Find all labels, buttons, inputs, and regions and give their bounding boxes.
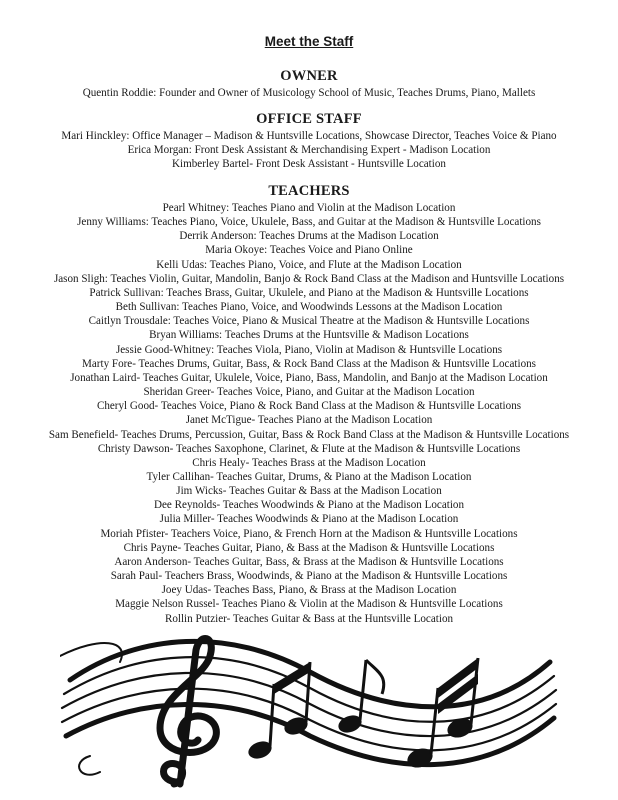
teacher-line: Aaron Anderson- Teaches Guitar, Bass, & Brass at the Madison & Huntsville Locations [114, 555, 504, 568]
teacher-line: Julia Miller- Teaches Woodwinds & Piano at the Madison Location [159, 513, 459, 526]
teacher-line: Caitlyn Trousdale: Teaches Voice, Piano & Musical Theatre at the Madison & Huntsville Locations [88, 315, 530, 328]
teachers-heading: TEACHERS [268, 183, 350, 199]
teacher-line: Jason Sligh: Teaches Violin, Guitar, Mandolin, Banjo & Rock Band Class at the Madison and Huntsville Locations [53, 272, 565, 285]
owner-section [0, 67, 618, 100]
teacher-line: Patrick Sullivan: Teaches Brass, Guitar, Ukulele, and Piano at the Madison & Huntsville Locations [89, 286, 529, 299]
teacher-line: Sam Benefield- Teaches Drums, Percussion, Guitar, Bass & Rock Band Class at the Madison & Huntsville Locations [48, 428, 570, 441]
teacher-line: Jessie Good-Whitney: Teaches Viola, Piano, Violin at Madison & Huntsville Locations [115, 343, 503, 356]
teacher-line: Cheryl Good- Teaches Voice, Piano & Rock Band Class at the Madison & Huntsville Locations [96, 400, 522, 413]
treble-clef-icon [160, 639, 216, 784]
teacher-line: Sarah Paul- Teachers Brass, Woodwinds, & Piano at the Madison & Huntsville Locations [110, 570, 508, 583]
teacher-line: Tyler Callihan- Teaches Guitar, Drums, & Piano at the Madison Location [146, 470, 472, 483]
office-staff-heading: OFFICE STAFF [256, 111, 362, 127]
teacher-line: Maria Okoye: Teaches Voice and Piano Online [205, 244, 413, 257]
teacher-line: Sheridan Greer- Teaches Voice, Piano, and Guitar at the Madison Location [143, 386, 475, 399]
teacher-line: Bryan Williams: Teaches Drums at the Huntsville & Madison Locations [149, 329, 469, 342]
teacher-line: Dee Reynolds- Teaches Woodwinds & Piano at the Madison Location [153, 499, 465, 512]
teacher-line: Derrik Anderson: Teaches Drums at the Madison Location [179, 230, 439, 243]
teacher-line: Christy Dawson- Teaches Saxophone, Clarinet, & Flute at the Madison & Huntsville Locations [97, 442, 521, 455]
office-staff-line: Kimberley Bartel- Front Desk Assistant - Huntsville Location [172, 158, 446, 171]
teacher-line: Marty Fore- Teaches Drums, Guitar, Bass, & Rock Band Class at the Madison & Huntsville Locations [82, 357, 536, 370]
office-staff-section [0, 110, 618, 172]
teachers-section [0, 182, 618, 626]
teacher-line: Pearl Whitney: Teaches Piano and Violin at the Madison Location [162, 202, 456, 214]
page-title: Meet the Staff [264, 34, 354, 49]
teacher-line: Chris Payne- Teaches Guitar, Piano, & Bass at the Madison & Huntsville Locations [123, 541, 495, 554]
teacher-line: Rollin Putzier- Teaches Guitar & Bass at the Huntsville Location [164, 612, 454, 625]
owner-line: Quentin Roddie: Founder and Owner of Musicology School of Music, Teaches Drums, Piano, Mallets [82, 87, 536, 99]
teacher-line: Maggie Nelson Russel- Teaches Piano & Violin at the Madison & Huntsville Locations [115, 598, 503, 611]
sixteenth-note-icon [405, 658, 478, 771]
office-staff-line: Mari Hinckley: Office Manager – Madison & Huntsville Locations, Showcase Director, Teaches Voice & Piano [61, 130, 557, 142]
teacher-line: Joey Udas- Teaches Bass, Piano, & Brass at the Madison Location [161, 584, 457, 597]
teacher-line: Beth Sullivan: Teaches Piano, Voice, and Woodwinds Lessons at the Madison Location [115, 301, 503, 314]
teacher-line: Kelli Udas: Teaches Piano, Voice, and Flute at the Madison Location [156, 258, 462, 271]
teacher-line: Chris Healy- Teaches Brass at the Madison Location [192, 456, 426, 469]
office-staff-line: Erica Morgan: Front Desk Assistant & Merchandising Expert - Madison Location [127, 144, 491, 157]
teacher-line: Janet McTigue- Teaches Piano at the Madison Location [185, 414, 433, 427]
teacher-line: Jim Wicks- Teaches Guitar & Bass at the Madison Location [176, 485, 442, 498]
owner-heading: OWNER [280, 68, 338, 84]
teacher-line: Jonathan Laird- Teaches Guitar, Ukulele, Voice, Piano, Bass, Mandolin, and Banjo at the Madison Location [70, 371, 548, 384]
teacher-line: Moriah Pfister- Teachers Voice, Piano, & French Horn at the Madison & Huntsville Locations [100, 527, 518, 540]
teacher-line: Jenny Williams: Teaches Piano, Voice, Ukulele, Bass, and Guitar at the Madison & Huntsville Locations [77, 216, 541, 229]
music-staff-illustration [60, 632, 560, 792]
